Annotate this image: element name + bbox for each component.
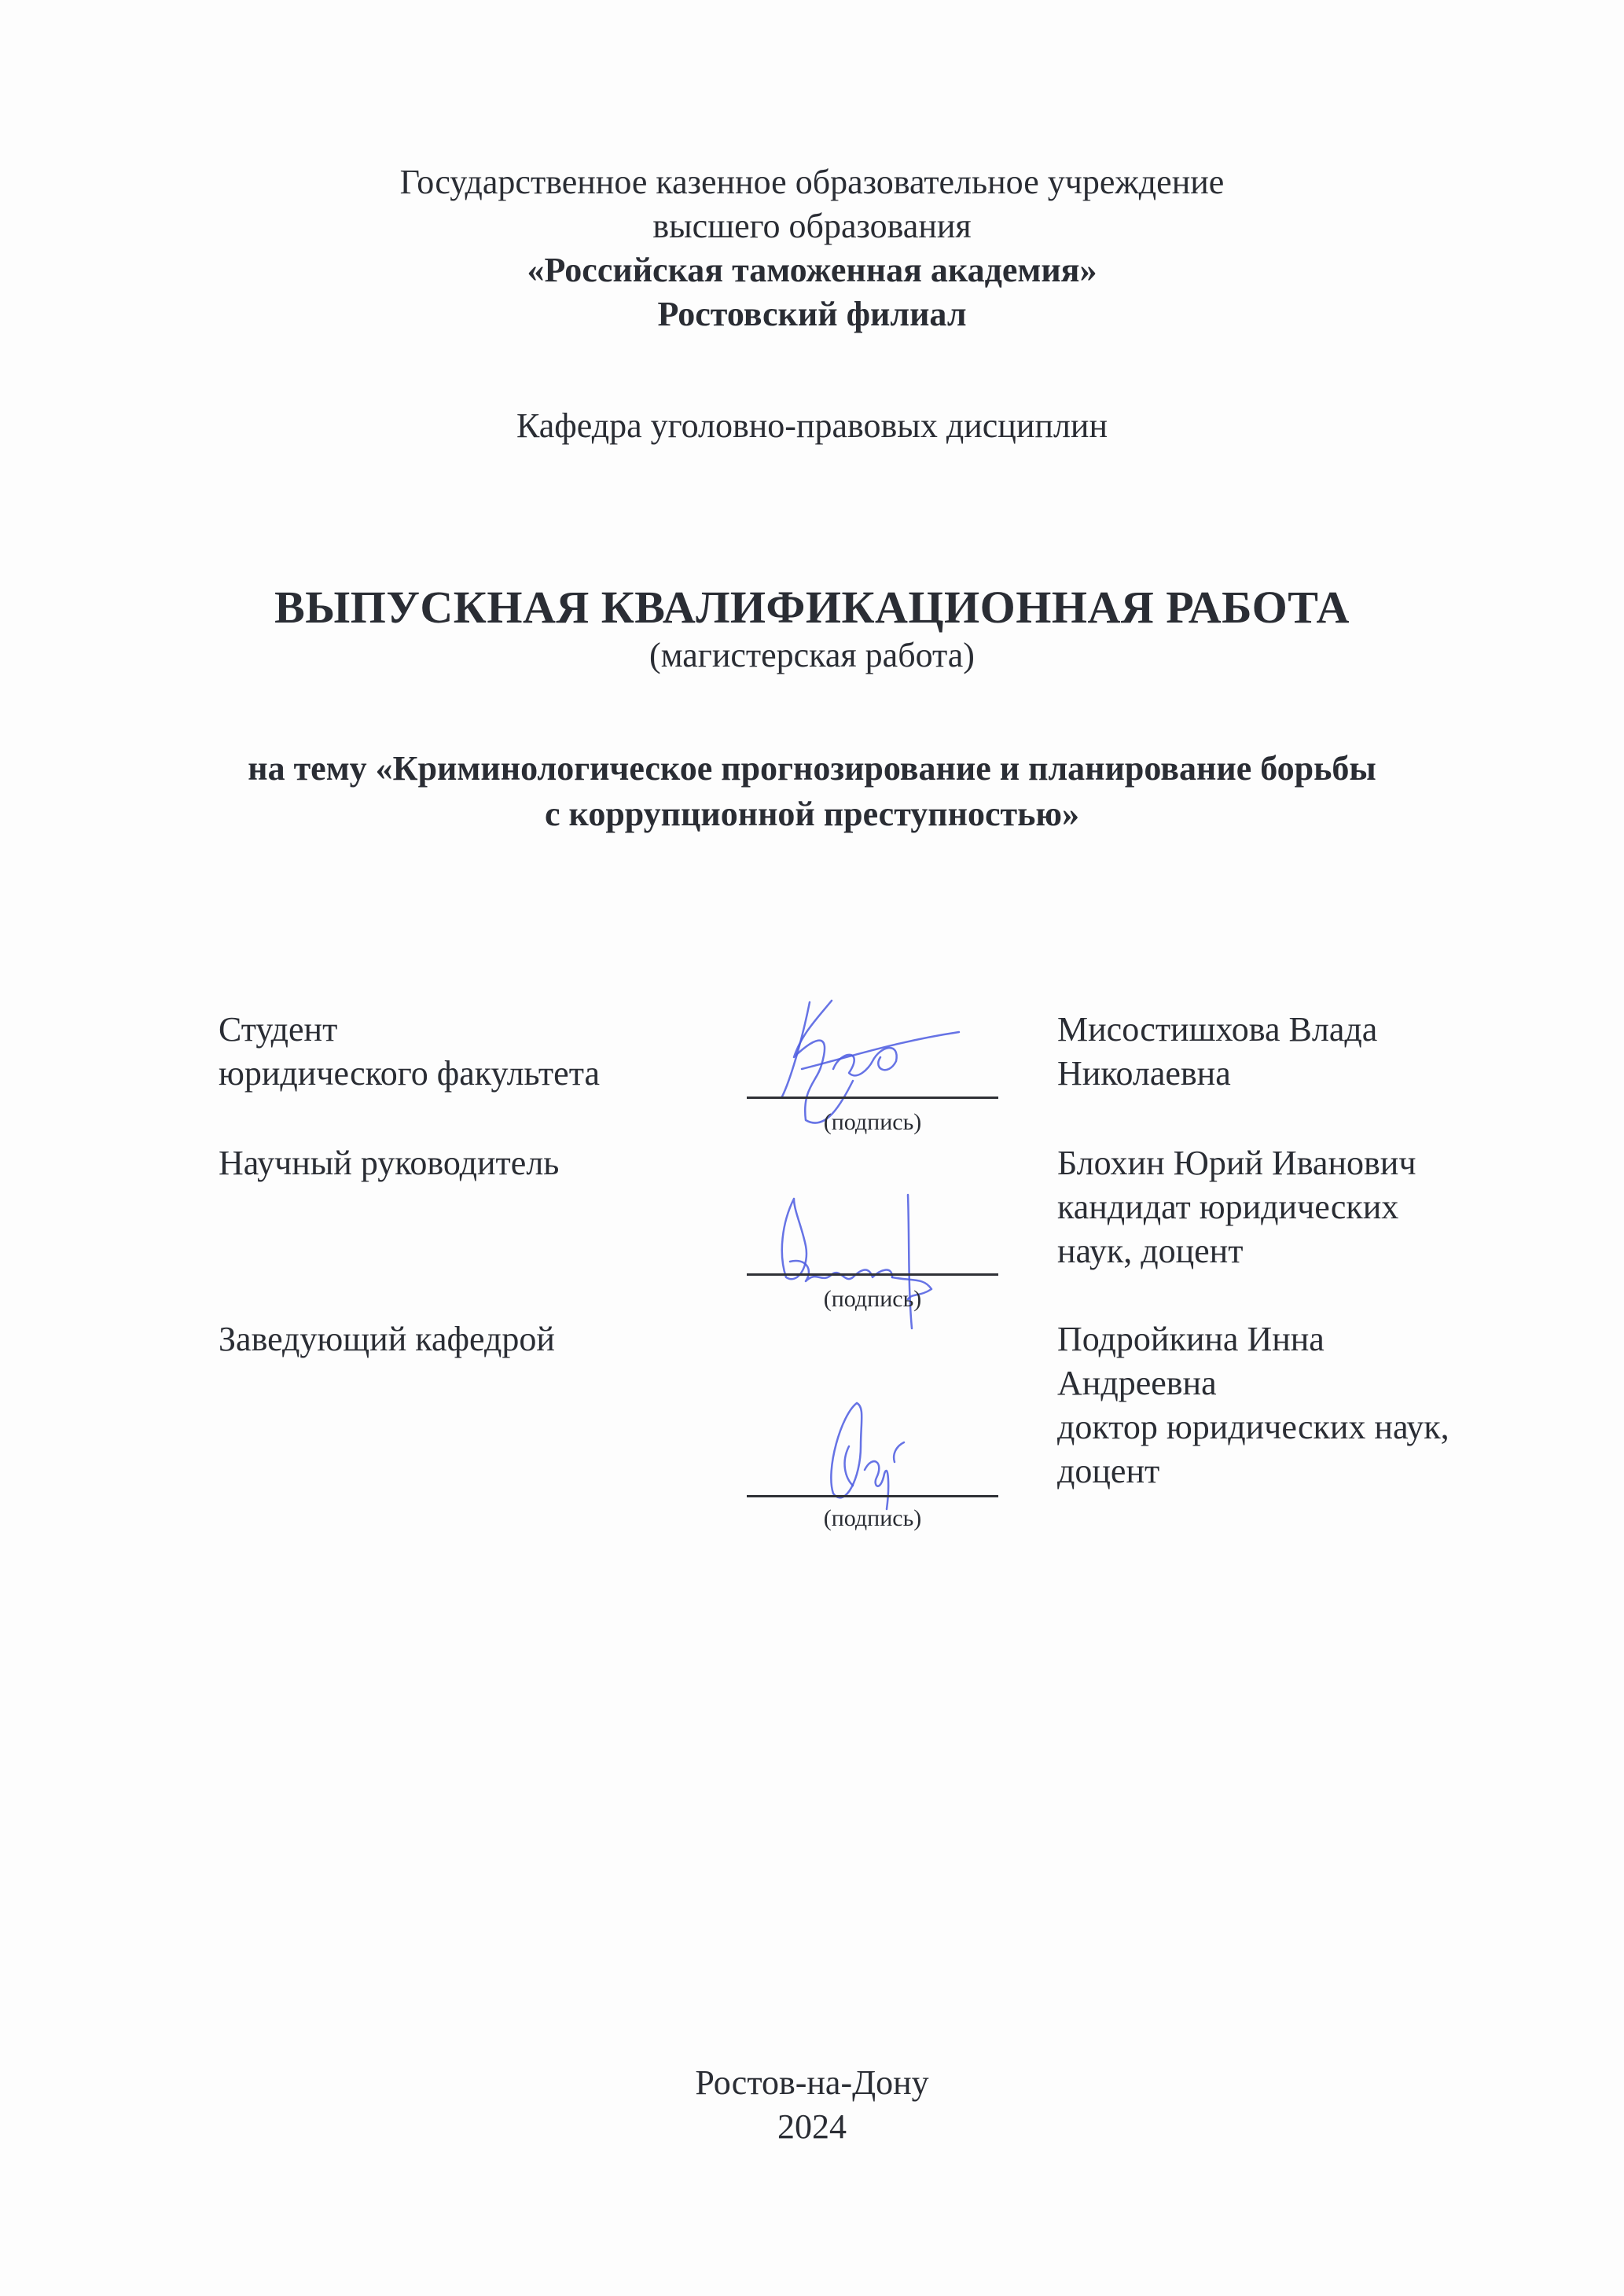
supervisor-degree-line-1: кандидат юридических bbox=[1057, 1188, 1399, 1226]
head-signature-line bbox=[747, 1495, 998, 1497]
work-title: ВЫПУСКНАЯ КВАЛИФИКАЦИОННАЯ РАБОТА bbox=[274, 582, 1350, 633]
student-role-line-2: юридического факультета bbox=[219, 1054, 600, 1093]
student-signature-caption: (подпись) bbox=[823, 1109, 922, 1135]
work-subtitle: (магистерская работа) bbox=[649, 636, 975, 674]
student-signature-line bbox=[747, 1097, 998, 1099]
supervisor-role: Научный руководитель bbox=[219, 1144, 560, 1182]
org-line-1: Государственное казенное образовательное учреждение bbox=[399, 163, 1225, 201]
head-signature bbox=[818, 1399, 975, 1517]
year: 2024 bbox=[777, 2107, 847, 2146]
supervisor-signature-caption: (подпись) bbox=[823, 1286, 922, 1312]
student-role-line-1: Студент bbox=[219, 1010, 338, 1049]
head-role: Заведующий кафедрой bbox=[219, 1320, 555, 1358]
head-degree-line-1: доктор юридических наук, bbox=[1057, 1408, 1449, 1446]
supervisor-degree-line-2: наук, доцент bbox=[1057, 1232, 1244, 1270]
department-name: Кафедра уголовно-правовых дисциплин bbox=[516, 406, 1108, 445]
head-degree-line-2: доцент bbox=[1057, 1452, 1160, 1490]
head-signature-caption: (подпись) bbox=[823, 1505, 922, 1531]
student-name-line-2: Николаевна bbox=[1057, 1054, 1231, 1093]
student-name-line-1: Мисостишхова Влада bbox=[1057, 1010, 1378, 1049]
academy-name: «Российская таможенная академия» bbox=[527, 251, 1097, 289]
head-name-line-2: Андреевна bbox=[1057, 1364, 1217, 1402]
supervisor-signature-line bbox=[747, 1273, 998, 1276]
work-topic-line-2: с коррупционной преступностью» bbox=[545, 795, 1079, 833]
work-topic-line-1: на тему «Криминологическое прогнозирование и планирование борьбы bbox=[248, 749, 1376, 788]
supervisor-name: Блохин Юрий Иванович bbox=[1057, 1144, 1416, 1182]
branch-name: Ростовский филиал bbox=[657, 295, 967, 333]
head-name-line-1: Подройкина Инна bbox=[1057, 1320, 1325, 1358]
city: Ростов-на-Дону bbox=[695, 2063, 929, 2102]
org-line-2: высшего образования bbox=[652, 207, 972, 245]
